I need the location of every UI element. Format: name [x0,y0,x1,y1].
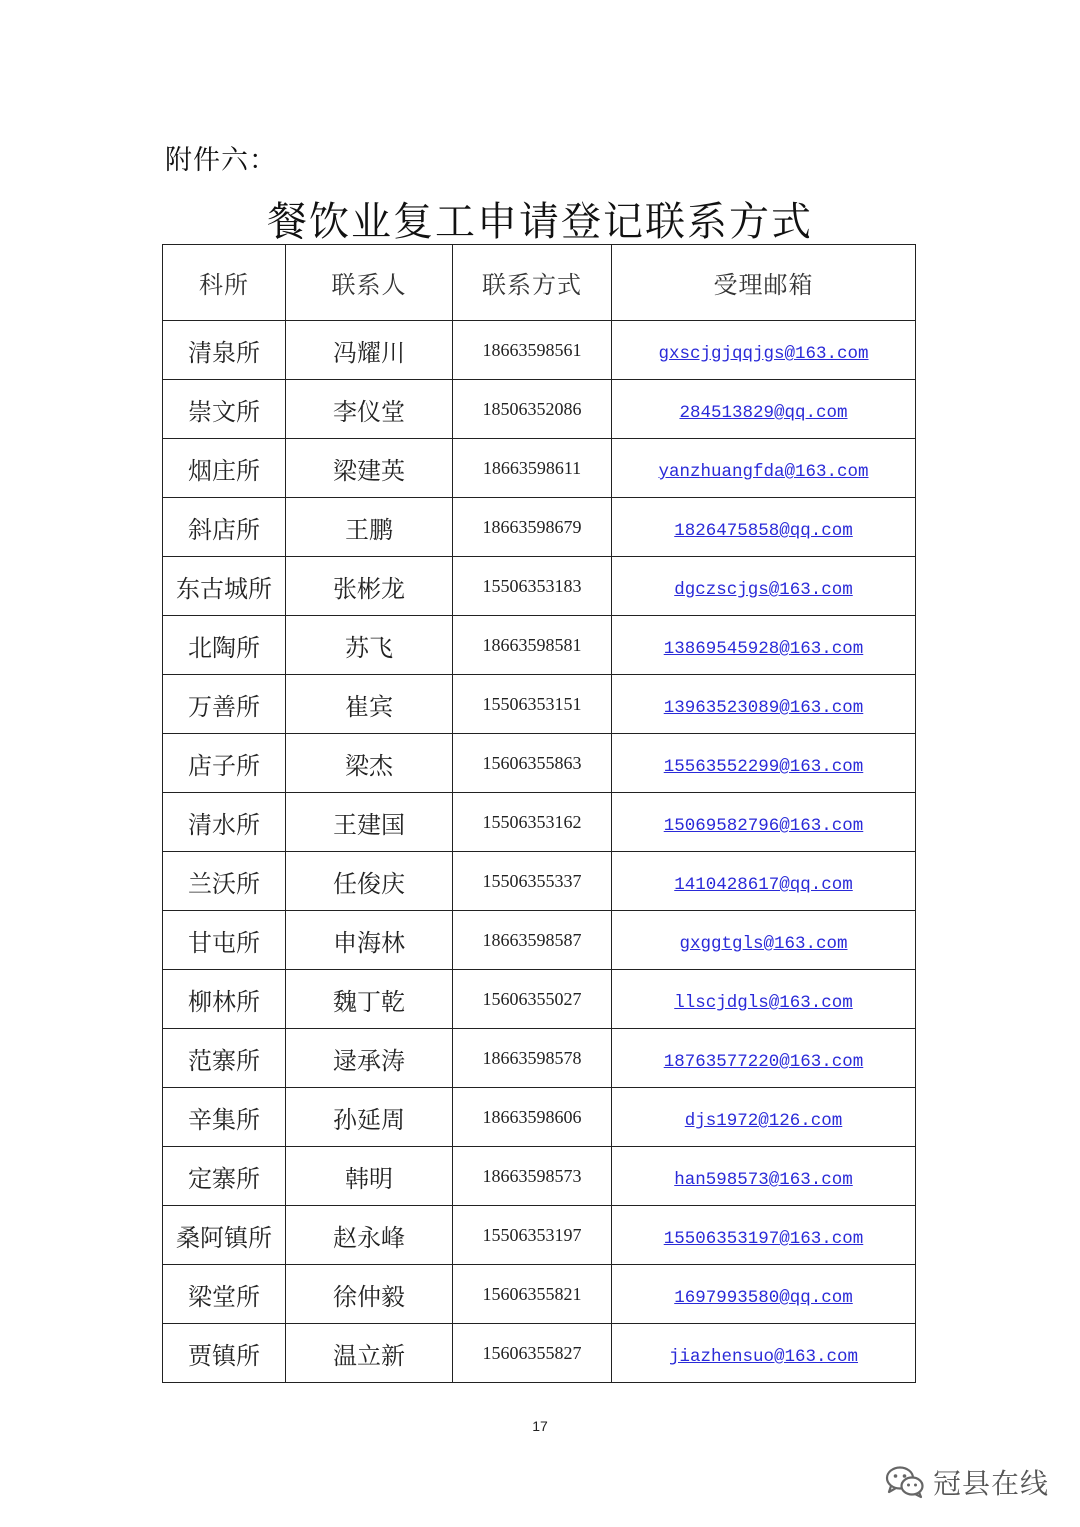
email-link[interactable]: gxggtgls@163.com [679,934,848,954]
email-link[interactable]: 15506353197@163.com [663,1229,864,1249]
header-office: 科所 [163,245,286,321]
phone-cell: 15606355863 [453,734,612,793]
contact-name-cell: 任俊庆 [286,852,453,911]
email-link[interactable]: gxscjgjqqjgs@163.com [658,344,869,364]
office-cell: 北陶所 [163,616,286,675]
table-row [163,734,916,793]
email-link[interactable]: 13869545928@163.com [663,639,864,659]
email-link[interactable]: 13963523089@163.com [663,698,864,718]
office-cell: 崇文所 [163,380,286,439]
phone-cell: 18663598611 [453,439,612,498]
table-row [163,616,916,675]
email-link[interactable]: 1697993580@qq.com [674,1288,853,1308]
contact-name-cell: 温立新 [286,1324,453,1383]
phone-cell: 15506353183 [453,557,612,616]
email-cell [612,557,916,616]
contact-name-cell: 孙延周 [286,1088,453,1147]
email-link[interactable]: 1410428617@qq.com [674,875,853,895]
email-link[interactable]: 15563552299@163.com [663,757,864,777]
email-cell [612,911,916,970]
table-row [163,498,916,557]
header-contact: 联系人 [286,245,453,321]
email-link[interactable]: yanzhuangfda@163.com [658,462,869,482]
phone-cell: 18506352086 [453,380,612,439]
office-cell: 万善所 [163,675,286,734]
office-cell: 店子所 [163,734,286,793]
email-link[interactable]: jiazhensuo@163.com [668,1347,859,1367]
email-link[interactable]: 1826475858@qq.com [674,521,853,541]
table-row [163,1206,916,1265]
phone-cell: 18663598606 [453,1088,612,1147]
email-cell [612,675,916,734]
watermark-text: 冠县在线 [933,1467,1050,1500]
phone-cell: 18663598578 [453,1029,612,1088]
email-cell [612,380,916,439]
email-cell [612,852,916,911]
email-cell [612,793,916,852]
contact-name-cell: 逯承涛 [286,1029,453,1088]
office-cell: 清泉所 [163,321,286,380]
contact-name-cell: 冯耀川 [286,321,453,380]
email-link[interactable]: 15069582796@163.com [663,816,864,836]
contact-name-cell: 李仪堂 [286,380,453,439]
table-row [163,852,916,911]
office-cell: 贾镇所 [163,1324,286,1383]
table-row [163,1324,916,1383]
email-cell [612,1088,916,1147]
email-link[interactable]: han598573@163.com [674,1170,853,1190]
phone-cell: 15506353197 [453,1206,612,1265]
attachment-label: 附件六： [165,145,277,176]
email-cell [612,1029,916,1088]
email-link[interactable]: llscjdgls@163.com [674,993,853,1013]
contact-name-cell: 苏飞 [286,616,453,675]
phone-cell: 15506355337 [453,852,612,911]
header-phone: 联系方式 [453,245,612,321]
email-cell [612,1265,916,1324]
contact-name-cell: 韩明 [286,1147,453,1206]
email-link[interactable]: 18763577220@163.com [663,1052,864,1072]
office-cell: 辛集所 [163,1088,286,1147]
contact-name-cell: 王鹏 [286,498,453,557]
phone-cell: 15506353162 [453,793,612,852]
table-body [163,321,916,1383]
phone-cell: 18663598561 [453,321,612,380]
email-cell [612,616,916,675]
table-row [163,321,916,380]
email-cell [612,970,916,1029]
email-cell [612,1147,916,1206]
contact-name-cell: 崔宾 [286,675,453,734]
table-row [163,970,916,1029]
office-cell: 清水所 [163,793,286,852]
office-cell: 范寨所 [163,1029,286,1088]
email-cell [612,1206,916,1265]
email-link[interactable]: djs1972@126.com [684,1111,843,1131]
table-row [163,439,916,498]
wechat-icon [885,1465,925,1499]
office-cell: 柳林所 [163,970,286,1029]
contact-name-cell: 王建国 [286,793,453,852]
contact-name-cell: 张彬龙 [286,557,453,616]
contact-name-cell: 申海林 [286,911,453,970]
phone-cell: 18663598679 [453,498,612,557]
table-row [163,1088,916,1147]
phone-cell: 15606355827 [453,1324,612,1383]
contact-name-cell: 赵永峰 [286,1206,453,1265]
table-row [163,1265,916,1324]
phone-cell: 18663598581 [453,616,612,675]
office-cell: 烟庄所 [163,439,286,498]
email-link[interactable]: dgczscjgs@163.com [674,580,853,600]
email-cell [612,321,916,380]
office-cell: 桑阿镇所 [163,1206,286,1265]
watermark [885,1454,1049,1510]
office-cell: 兰沃所 [163,852,286,911]
email-cell [612,1324,916,1383]
office-cell: 定寨所 [163,1147,286,1206]
table-row [163,793,916,852]
contact-name-cell: 梁建英 [286,439,453,498]
office-cell: 斜店所 [163,498,286,557]
email-cell [612,498,916,557]
office-cell: 甘屯所 [163,911,286,970]
phone-cell: 18663598573 [453,1147,612,1206]
office-cell: 梁堂所 [163,1265,286,1324]
email-cell [612,439,916,498]
phone-cell: 15606355027 [453,970,612,1029]
table-row [163,380,916,439]
table-row [163,557,916,616]
email-link[interactable]: 284513829@qq.com [679,403,848,423]
contact-name-cell: 徐仲毅 [286,1265,453,1324]
contact-table [162,244,916,1383]
table-header-row [163,245,916,321]
document-title: 餐饮业复工申请登记联系方式 [267,199,813,245]
email-cell [612,734,916,793]
phone-cell: 18663598587 [453,911,612,970]
table-row [163,1147,916,1206]
header-email: 受理邮箱 [612,245,916,321]
phone-cell: 15506353151 [453,675,612,734]
table-row [163,911,916,970]
table-row [163,675,916,734]
contact-name-cell: 梁杰 [286,734,453,793]
phone-cell: 15606355821 [453,1265,612,1324]
table-row [163,1029,916,1088]
contact-name-cell: 魏丁乾 [286,970,453,1029]
page-number: 17 [532,1418,548,1434]
office-cell: 东古城所 [163,557,286,616]
